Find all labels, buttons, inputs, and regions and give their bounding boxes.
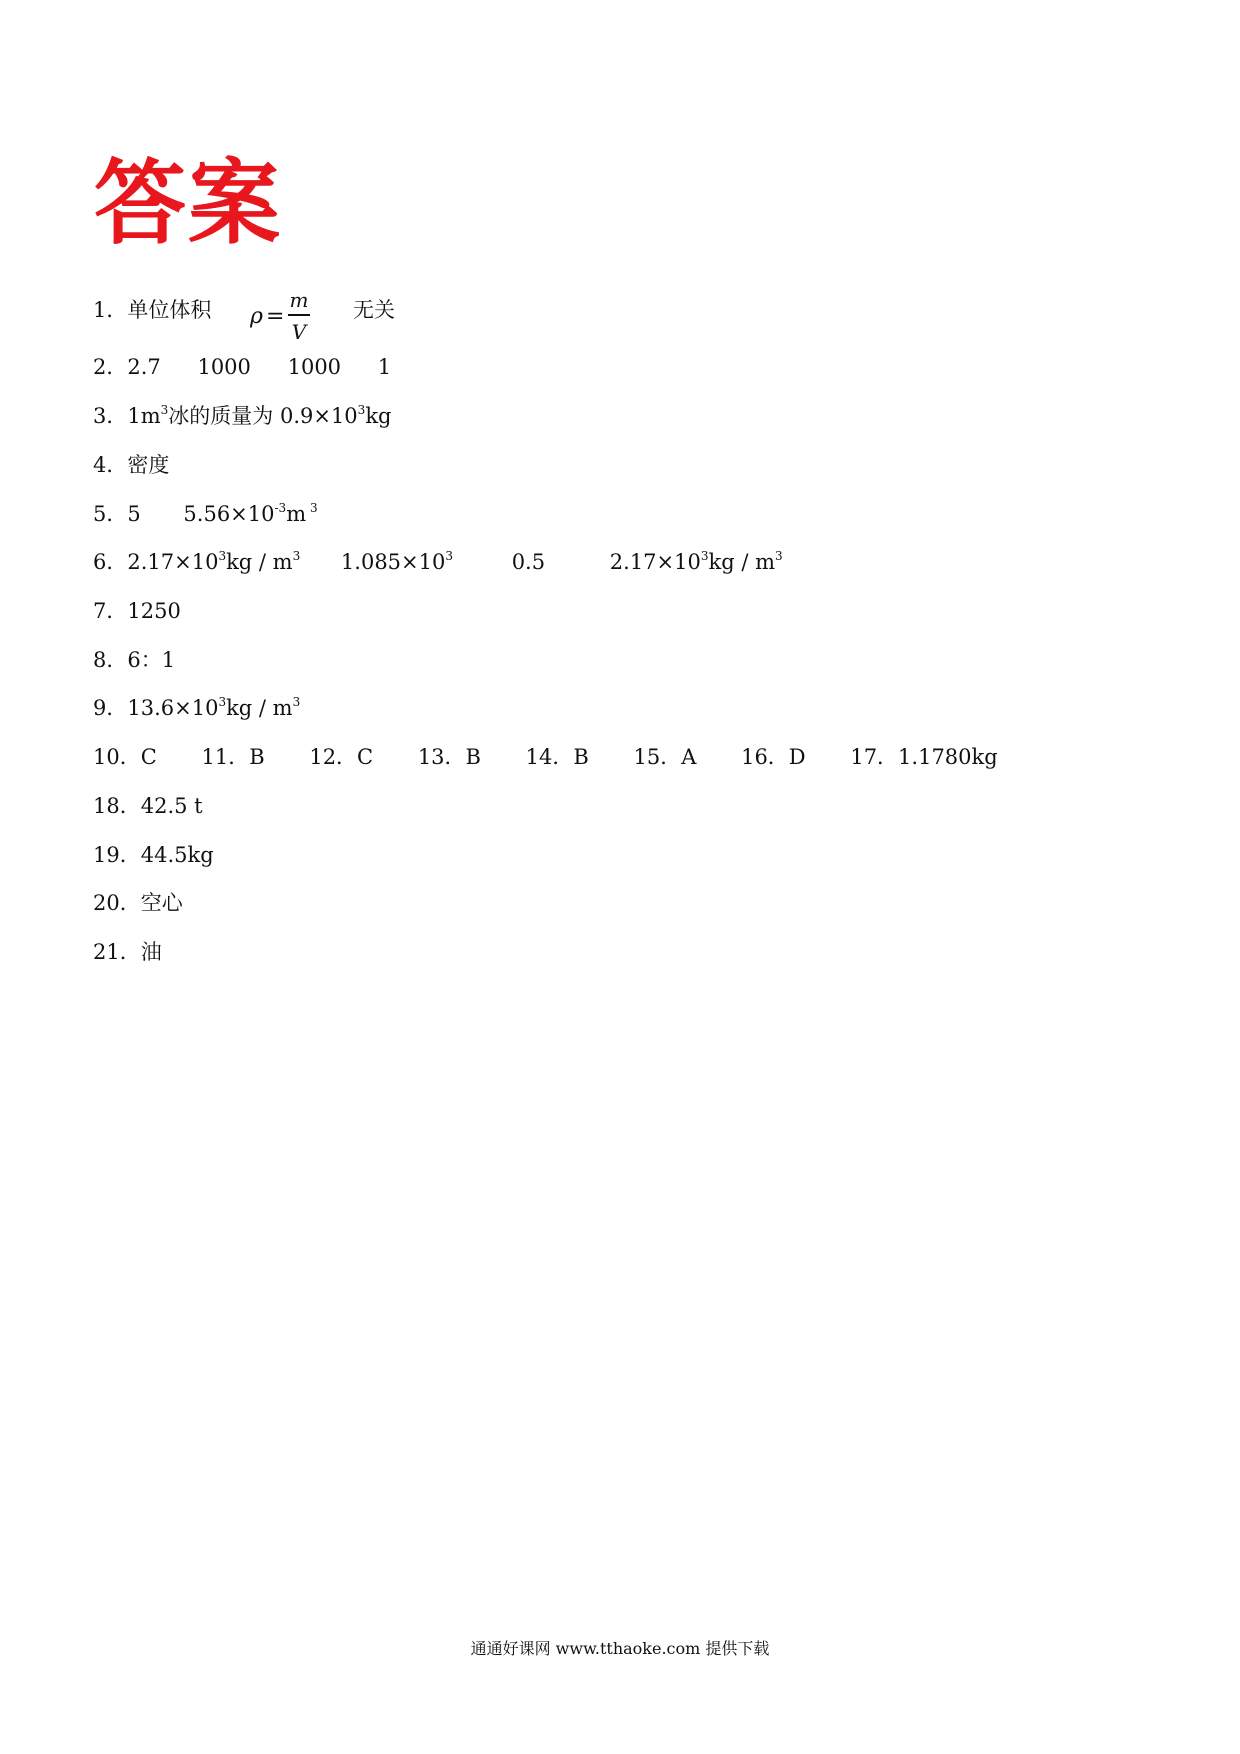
answer-6-d-unit: kg / m: [708, 550, 776, 574]
answer-line-8: [93, 650, 175, 671]
answer-1-text: 1．单位体积: [93, 298, 212, 322]
answer-3-c: kg: [365, 404, 392, 428]
page-footer: 通通好课网 www.tthaoke.com 提供下载: [470, 1639, 770, 1658]
superscript: 3: [357, 403, 366, 417]
formula-numerator: m: [289, 288, 309, 312]
page-title: 答案: [94, 150, 283, 257]
answer-14: 14．B: [525, 745, 589, 769]
answer-line-4: [93, 455, 169, 476]
answer-line-10: [93, 747, 998, 768]
answer-2-c: 1000: [287, 355, 342, 379]
superscript: 3: [292, 549, 301, 563]
answer-16: 16．D: [741, 745, 806, 769]
answer-17: 17．1.1780kg: [850, 745, 998, 769]
superscript: 3: [160, 403, 169, 417]
answer-1-unrelated: 无关: [353, 298, 395, 322]
answer-line-20: [93, 893, 183, 914]
answer-2-d: 1: [377, 355, 392, 379]
answer-15: 15．A: [633, 745, 697, 769]
answer-18: 18．42.5 t: [93, 794, 203, 818]
answer-2-b: 1000: [197, 355, 251, 379]
superscript: 3: [700, 549, 709, 563]
answer-line-1-tail: [353, 300, 395, 321]
answer-line-19: [93, 845, 214, 866]
answer-5-c: m: [286, 502, 307, 526]
density-formula: [250, 288, 320, 348]
answer-13: 13．B: [417, 745, 481, 769]
answer-5-b: 5.56×10: [183, 502, 275, 526]
answer-8: 8．6：1: [93, 648, 176, 672]
formula-equals: =: [266, 304, 285, 329]
answer-19: 19．44.5kg: [93, 843, 214, 867]
answer-21: 21．油: [93, 940, 162, 964]
answer-line-18: [93, 796, 203, 817]
answer-6-a-unit: kg / m: [226, 550, 293, 574]
answer-line-5: [93, 501, 318, 526]
answer-2-a: 2．2.7: [93, 355, 161, 379]
formula-rho: ρ: [250, 304, 263, 329]
superscript: 3: [775, 549, 783, 563]
superscript: 3: [218, 549, 227, 563]
answer-6-c: 0.5: [511, 550, 546, 574]
answer-6-b: 1.085×10: [340, 550, 446, 574]
superscript: -3: [274, 501, 287, 515]
answer-line-2: [93, 357, 391, 378]
answer-9-a: 9．13.6×10: [93, 696, 219, 720]
answer-10: 10．C: [93, 745, 157, 769]
answer-line-3: [93, 403, 392, 428]
superscript: 3: [445, 549, 453, 563]
answer-6-d: 2.17×10: [609, 550, 701, 574]
answer-11: 11．B: [201, 745, 265, 769]
answer-5-a: 5．5: [93, 502, 141, 526]
answer-line-7: [93, 601, 181, 622]
superscript: 3: [306, 501, 318, 515]
answer-4: 4．密度: [93, 453, 170, 477]
answer-3-a: 3．1m: [93, 404, 161, 428]
answer-6-a: 6．2.17×10: [93, 550, 219, 574]
formula-denominator: V: [291, 320, 307, 344]
answer-line-9: [93, 695, 301, 720]
answer-3-b: 冰的质量为 0.9×10: [168, 404, 358, 428]
answer-9-unit: kg / m: [226, 696, 293, 720]
fraction-bar: [288, 314, 310, 316]
answer-7: 7．1250: [93, 599, 181, 623]
answer-line-21: [93, 942, 162, 963]
superscript: 3: [292, 695, 301, 709]
answer-20: 20．空心: [93, 891, 183, 915]
answer-line-6: [93, 549, 783, 574]
superscript: 3: [218, 695, 227, 709]
answer-12: 12．C: [309, 745, 374, 769]
answer-line-1: [93, 300, 211, 321]
